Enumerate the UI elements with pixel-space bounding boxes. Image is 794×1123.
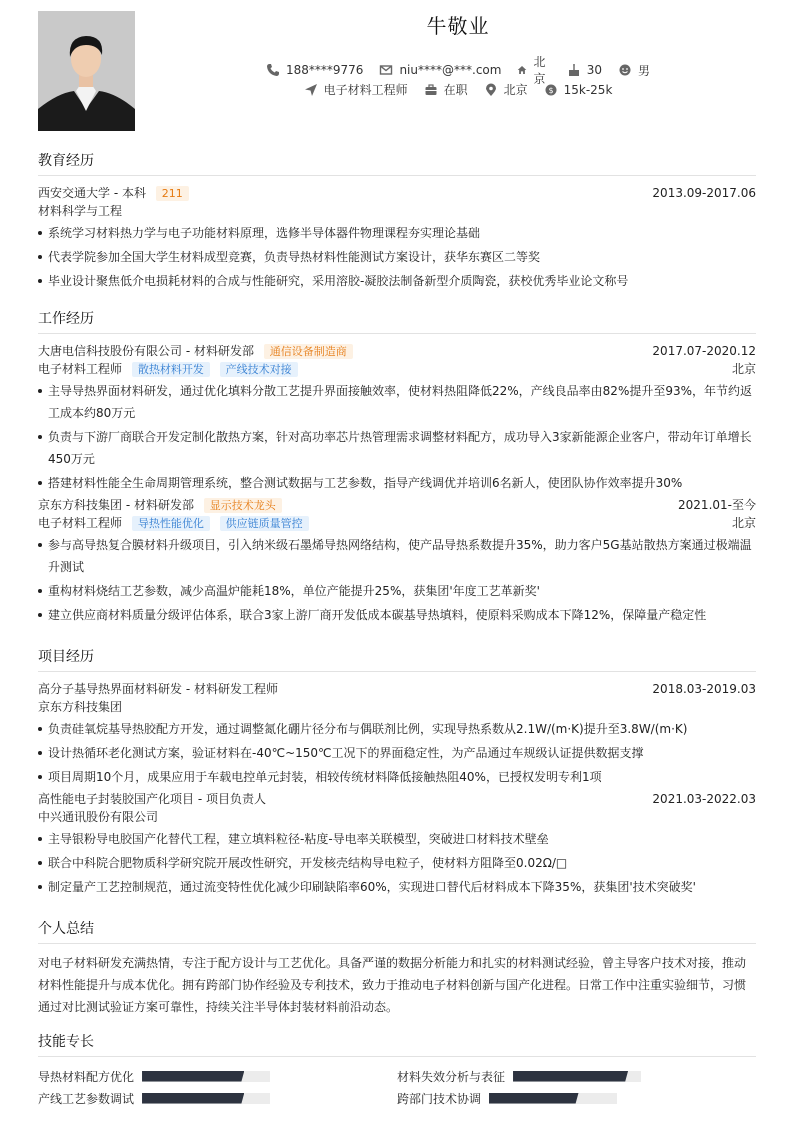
contact-age	[567, 63, 602, 77]
skill-bar-fill	[489, 1093, 579, 1104]
job-entry	[38, 342, 756, 494]
list-item: 毕业设计聚焦低介电损耗材料的合成与性能研究，采用溶胶-凝胶法制备新型介质陶瓷，获校优秀毕业论文称号	[38, 270, 756, 292]
list-item: 重构材料烧结工艺参数，减少高温炉能耗18%，单位产能提升25%，获集团'年度工艺革新奖'	[38, 580, 756, 602]
project-entry	[38, 680, 756, 788]
contact-gender	[618, 62, 650, 79]
skill-name: 跨部门技术协调	[397, 1091, 482, 1106]
company-name: 京东方科技集团 - 材料研发部	[38, 498, 194, 512]
mail-icon	[379, 63, 393, 77]
projects-title: 项目经历	[38, 646, 756, 672]
email-text: niu****@***.com	[399, 63, 502, 77]
skill-tag: 散热材料开发	[132, 362, 210, 377]
list-item: 主导导热界面材料研发，通过优化填料分散工艺提升界面接触效率，使材料热阻降低22%，产线良品率由82%提升至93%，年节约返工成本约80万元	[38, 380, 756, 424]
skill-bar-fill	[142, 1093, 244, 1104]
list-item: 制定量产工艺控制规范，通过流变特性优化减少印刷缺陷率60%，实现进口替代后材料成本下降35%，获集团'技术突破奖'	[38, 876, 756, 898]
project-date: 2018.03-2019.03	[652, 682, 756, 696]
skills-title: 技能专长	[38, 1031, 756, 1057]
list-item: 搭建材料性能全生命周期管理系统，整合测试数据与工艺参数，指导产线调优并培训6名新人，使团队协作效率提升30%	[38, 472, 756, 494]
contact-email	[379, 63, 501, 77]
phone-icon	[266, 63, 280, 77]
skill-item	[397, 1065, 756, 1087]
list-item: 主导银粉导电胶国产化替代工程，建立填料粒径-粘度-导电率关联模型，突破进口材料技术壁垒	[38, 828, 756, 850]
svg-text:$: $	[548, 85, 554, 95]
gender-icon	[618, 63, 632, 77]
skill-item	[38, 1087, 397, 1109]
projects-section	[38, 646, 756, 900]
home-icon	[517, 63, 527, 77]
summary-text: 对电子材料研发充满热情，专注于配方设计与工艺优化。具备严谨的数据分析能力和扎实的材料测试经验，曾主导客户技术对接，推动材料性能提升与成本优化。拥有跨部门协作经验及专利技术，致力于推动电子材料创新与国产化进程。日常工作中注重实验细节，习惯通过对比测试验证方案可靠性，持续关注半导体封装材料前沿动态。	[38, 956, 747, 1014]
age-text: 30	[586, 63, 602, 77]
list-item: 联合中科院合肥物质科学研究院开展改性研究，开发核壳结构导电粒子，使材料方阻降至0.02Ω/□	[38, 852, 756, 874]
list-item: 代表学院参加全国大学生材料成型竞赛，负责导热材料性能测试方案设计，获华东赛区二等奖	[38, 246, 756, 268]
intent-salary	[544, 83, 613, 97]
list-item: 建立供应商材料质量分级评估体系，联合3家上游厂商开发低成本碳基导热填料，使原料采购成本下降12%，保障量产稳定性	[38, 604, 756, 626]
project-org: 中兴通讯股份有限公司	[38, 810, 159, 824]
school-name: 西安交通大学 - 本科	[38, 186, 146, 200]
phone-text: 188****9776	[286, 63, 364, 77]
skill-bar-fill	[142, 1071, 244, 1082]
list-item: 负责与下游厂商联合开发定制化散热方案，针对高功率芯片热管理需求调整材料配方，成功导入3家新能源企业客户，带动年订单增长450万元	[38, 426, 756, 470]
project-name: 高性能电子封装胶国产化项目 - 项目负责人	[38, 792, 266, 806]
intent-city	[484, 81, 528, 98]
industry-tag: 显示技术龙头	[204, 498, 282, 513]
list-item: 设计热循环老化测试方案，验证材料在-40℃~150℃工况下的界面稳定性，为产品通过车规级认证提供数据支撑	[38, 742, 756, 764]
gender-text: 男	[637, 63, 650, 78]
job-role: 电子材料工程师	[38, 362, 123, 376]
education-header	[38, 184, 756, 202]
cake-icon	[567, 63, 581, 77]
skill-bar	[142, 1071, 270, 1082]
project-date: 2021.03-2022.03	[652, 792, 756, 806]
summary-section	[38, 918, 756, 1018]
skill-tag: 供应链质量管控	[220, 516, 309, 531]
skill-bar	[513, 1071, 641, 1082]
intent-city-text: 北京	[503, 83, 528, 97]
skill-name: 导热材料配方优化	[38, 1069, 135, 1084]
job-entry	[38, 496, 756, 626]
education-major	[38, 202, 756, 220]
salary-text: 15k-25k	[563, 82, 613, 97]
job-city: 北京	[731, 516, 756, 530]
job-role: 电子材料工程师	[38, 516, 123, 530]
job-date: 2017.07-2020.12	[652, 344, 756, 358]
briefcase-icon	[424, 83, 438, 97]
skills-section	[38, 1031, 756, 1109]
school-tag: 211	[156, 186, 189, 201]
skill-item	[38, 1065, 397, 1087]
skill-name: 产线工艺参数调试	[38, 1091, 135, 1106]
job-date: 2021.01-至今	[678, 498, 756, 512]
send-icon	[304, 83, 318, 97]
skill-bar	[142, 1093, 270, 1104]
education-date: 2013.09-2017.06	[652, 186, 756, 200]
education-bullets	[38, 222, 756, 292]
education-title: 教育经历	[38, 150, 756, 176]
list-item: 参与高导热复合膜材料升级项目，引入纳米级石墨烯导热网络结构，使产品导热系数提升35%，助力客户5G基站散热方案通过极端温升测试	[38, 534, 756, 578]
skill-bar	[489, 1093, 617, 1104]
project-org: 京东方科技集团	[38, 700, 123, 714]
skill-tag: 产线技术对接	[220, 362, 298, 377]
project-entry	[38, 790, 756, 898]
skills-list	[38, 1065, 756, 1109]
city-text: 北京	[533, 55, 546, 86]
list-item: 项目周期10个月，成果应用于车载电控单元封装，相较传统材料降低接触热阻40%，已授权发明专利1项	[38, 766, 756, 788]
work-section	[38, 308, 756, 628]
status-text: 在职	[443, 83, 468, 97]
industry-tag: 通信设备制造商	[264, 344, 353, 359]
education-section	[38, 150, 756, 294]
candidate-name: 牛敬业	[426, 14, 490, 38]
list-item: 系统学习材料热力学与电子功能材料原理，选修半导体器件物理课程夯实理论基础	[38, 222, 756, 244]
skill-tag: 导热性能优化	[132, 516, 210, 531]
work-title: 工作经历	[38, 308, 756, 334]
project-name: 高分子基导热界面材料研发 - 材料研发工程师	[38, 682, 278, 696]
major-text: 材料科学与工程	[38, 204, 123, 218]
summary-title: 个人总结	[38, 918, 756, 944]
skill-item	[397, 1087, 756, 1109]
money-icon	[544, 83, 558, 97]
skill-name: 材料失效分析与表征	[397, 1069, 506, 1084]
list-item: 负责硅氧烷基导热胶配方开发，通过调整氮化硼片径分布与偶联剂比例，实现导热系数从2.1W/(m·K)提升至3.8W/(m·K)	[38, 718, 756, 740]
job-city: 北京	[731, 362, 756, 376]
location-pin-icon	[484, 83, 498, 97]
position-text: 电子材料工程师	[323, 83, 408, 97]
intent-status	[424, 81, 468, 98]
intent-position	[304, 81, 408, 98]
contact-phone	[266, 63, 363, 77]
company-name: 大唐电信科技股份有限公司 - 材料研发部	[38, 344, 254, 358]
skill-bar-fill	[513, 1071, 628, 1082]
intent-row	[258, 81, 658, 98]
